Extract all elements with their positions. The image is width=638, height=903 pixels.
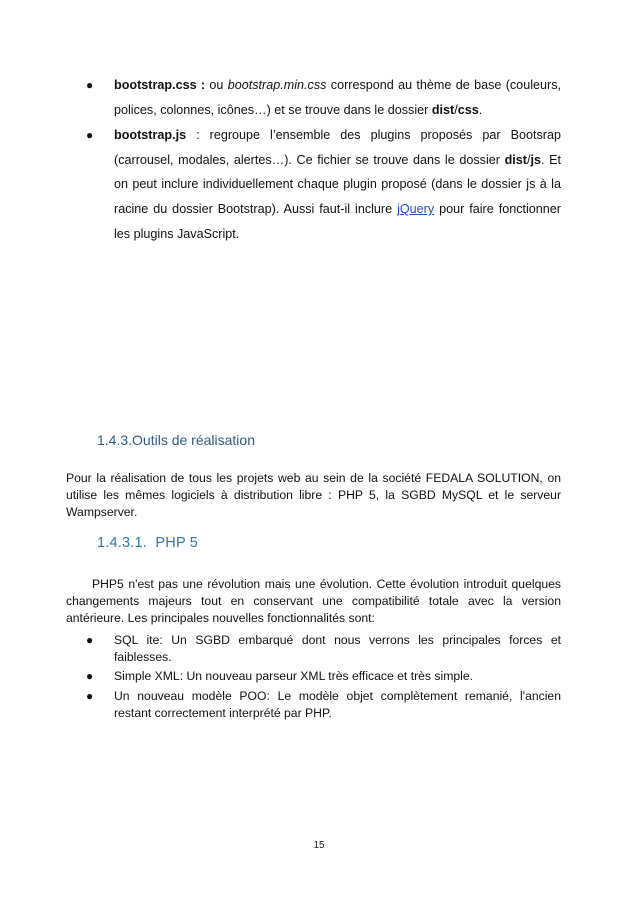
jquery-link[interactable]: jQuery [397,201,435,216]
intro-paragraph: Pour la réalisation de tous les projets web au sein de la société FEDALA SOLUTION, on utilise les mêmes logiciels à distribution libre : PHP 5, la SGBD MySQL et le serveur Wampserver. [66,471,561,520]
term-bootstrap-css: bootstrap.css : [114,78,206,92]
term-bootstrap-js: bootstrap.js [114,128,187,143]
text-run: . [478,102,483,117]
bullet-icon: ● [86,669,94,684]
list-item-bootstrap-css [66,73,561,122]
list-item [66,668,561,685]
bullet-icon: ● [86,78,94,92]
list-item-bootstrap-js [66,123,561,246]
path-separator: / [526,152,531,167]
feature-text: SQL ite: Un SGBD embarqué dont nous verrons les principales forces et faiblesses. [114,633,561,665]
subsection-heading: 1.4.3.1. PHP 5 [97,535,199,551]
text-run: pour faire fonctionner les plugins JavaScript. [114,201,562,241]
section-heading: 1.4.3.Outils de réalisation [97,432,255,448]
folder-name: css [457,102,479,117]
list-item [66,688,561,722]
bullet-icon: ● [86,688,94,703]
alt-filename: bootstrap.min.css [227,78,327,92]
folder-name: js [530,152,541,167]
text-run: correspond au thème de base (couleurs, polices, colonnes, icônes…) et se trouve dans le dossier [114,78,561,117]
text-run: ou [205,78,228,92]
php-features-list [66,632,561,724]
feature-text: Un nouveau modèle POO: Le modèle objet complètement remanié, l'ancien restant correctement interprété par PHP. [114,688,561,720]
text-run: : regroupe l’ensemble des plugins proposés par Bootsrap (carrousel, modales, alertes…). Ce fichier se trouve dans le dossier [114,128,561,167]
feature-text: Simple XML: Un nouveau parseur XML très efficace et très simple. [114,669,474,684]
bootstrap-files-list [66,73,561,247]
bullet-icon: ● [86,128,94,143]
page-number: 15 [313,840,325,851]
text-run: . Et on peut inclure individuellement chaque plugin proposé (dans le dossier js à la racine du dossier Bootstrap). Aussi faut-il inclure [114,152,561,216]
path-separator: / [454,102,458,117]
folder-name: dist [504,152,527,167]
bullet-icon: ● [86,633,94,647]
folder-name: dist [431,102,455,117]
list-item [66,632,561,666]
php-paragraph: PHP5 n'est pas une révolution mais une évolution. Cette évolution introduit quelques changements majeurs tout en conservant une compatibilité totale avec la version antérieure. Les principales nouvelles fonctionnalités sont: [66,577,561,626]
